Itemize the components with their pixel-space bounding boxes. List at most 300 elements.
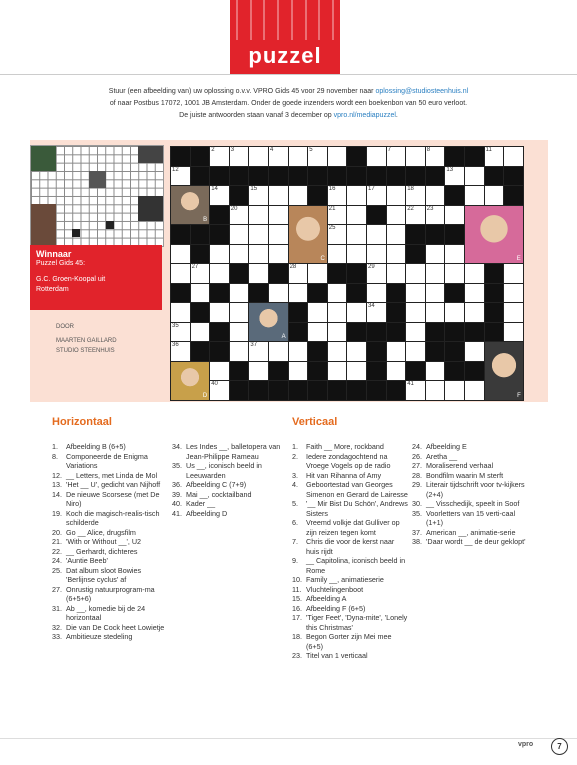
grid-block [229, 185, 250, 206]
grid-cell[interactable] [386, 205, 407, 226]
byline-studio: STUDIO STEENHUIS [56, 348, 115, 354]
grid-cell[interactable] [444, 263, 465, 284]
clue-number: 1. [52, 442, 58, 451]
grid-block [444, 224, 465, 245]
grid-cell[interactable] [503, 263, 524, 284]
previous-solution-grid [30, 145, 164, 247]
grid-block [366, 341, 387, 362]
clue-number: 20. [52, 527, 62, 537]
clue-item [292, 594, 408, 604]
grid-block [229, 380, 250, 401]
clue-item [52, 566, 170, 585]
byline-door: DOOR [56, 324, 74, 330]
grid-block [464, 361, 485, 382]
clue-text: '__ Mir Bist Du Schön', Andrews Sisters [306, 499, 408, 518]
grid-block [484, 166, 505, 187]
grid-cell[interactable] [425, 205, 446, 226]
grid-cell[interactable] [209, 380, 230, 401]
grid-block [209, 166, 230, 187]
grid-block [190, 302, 211, 323]
grid-block [229, 166, 250, 187]
grid-block [386, 283, 407, 304]
grid-cell[interactable] [346, 224, 367, 245]
intro-line-2: of naar Postbus 17072, 1001 JB Amsterdam. Onder de goede inzenders wordt een boekenbon van 50 euro verloot. [109, 100, 468, 107]
grid-block [209, 205, 230, 226]
clue-number: 27. [52, 584, 62, 594]
grid-cell[interactable] [346, 185, 367, 206]
cell-number: 16 [328, 186, 336, 192]
grid-cell[interactable] [366, 185, 387, 206]
clue-number: 35. [412, 508, 422, 518]
grid-cell[interactable] [366, 302, 387, 323]
grid-cell[interactable] [307, 322, 328, 343]
grid-cell[interactable] [288, 283, 309, 304]
grid-cell[interactable] [327, 244, 348, 265]
clue-text: Afbeelding B (6+5) [66, 442, 126, 451]
grid-cell[interactable] [327, 283, 348, 304]
clue-text: Koch die magisch-realis-tisch schilderde [66, 508, 160, 527]
cell-number: 27 [191, 264, 199, 270]
grid-cell[interactable] [444, 166, 465, 187]
grid-cell[interactable] [170, 341, 191, 362]
cell-number: 17 [368, 186, 375, 192]
grid-cell[interactable] [405, 322, 426, 343]
clue-number: 21. [52, 537, 62, 546]
grid-cell[interactable] [444, 205, 465, 226]
photo-label: E [516, 256, 521, 262]
grid-cell[interactable] [327, 205, 348, 226]
clue-text: Literair tijdschrift voor tv-kijkers (2+4) [426, 480, 525, 499]
clues-vertical-col2 [412, 442, 530, 547]
grid-cell[interactable] [229, 302, 250, 323]
clue-number: 41. [172, 508, 182, 518]
grid-cell[interactable] [405, 205, 426, 226]
clue-text: Afbeelding C (7+9) [186, 480, 247, 489]
grid-cell[interactable] [366, 224, 387, 245]
grid-cell[interactable] [484, 146, 505, 167]
clue-number: 5. [292, 499, 298, 508]
grid-cell[interactable] [248, 224, 269, 245]
grid-cell[interactable] [170, 244, 191, 265]
grid-cell[interactable] [268, 341, 289, 362]
grid-block [327, 263, 348, 284]
clue-text: Vreemd volkje dat Gulliver op zijn reizen tegen komt [306, 518, 400, 537]
grid-cell[interactable] [248, 361, 269, 382]
clue-number: 28. [412, 470, 422, 480]
byline-author: MAARTEN GAILLARD [56, 338, 117, 344]
clue-item [412, 509, 530, 528]
clue-number: 31. [52, 603, 62, 613]
grid-block [386, 322, 407, 343]
grid-cell[interactable] [268, 205, 289, 226]
grid-cell[interactable] [346, 244, 367, 265]
brand-mark: vpro [518, 741, 534, 748]
grid-block [366, 166, 387, 187]
clue-item [172, 499, 286, 509]
grid-block [464, 146, 485, 167]
clue-item [172, 480, 286, 490]
grid-cell[interactable] [209, 263, 230, 284]
clue-number: 3. [292, 470, 298, 480]
grid-cell[interactable] [425, 380, 446, 401]
grid-cell[interactable] [190, 263, 211, 284]
clue-item [52, 537, 170, 547]
grid-cell[interactable] [425, 244, 446, 265]
grid-cell[interactable] [229, 224, 250, 245]
clue-number: 30. [412, 499, 422, 508]
grid-cell[interactable] [170, 322, 191, 343]
grid-cell[interactable] [268, 185, 289, 206]
grid-block [170, 224, 191, 245]
clue-number: 39. [172, 489, 182, 499]
clue-number: 8. [52, 451, 58, 461]
grid-cell[interactable] [366, 146, 387, 167]
clue-item [412, 480, 530, 499]
grid-cell[interactable] [229, 322, 250, 343]
grid-cell[interactable] [327, 361, 348, 382]
clue-item [292, 537, 408, 556]
clue-item [292, 575, 408, 585]
grid-block [190, 166, 211, 187]
grid-cell[interactable] [425, 185, 446, 206]
grid-cell[interactable] [366, 283, 387, 304]
grid-cell[interactable] [405, 302, 426, 323]
grid-cell[interactable] [209, 244, 230, 265]
clue-item [412, 442, 530, 452]
grid-block [229, 263, 250, 284]
email-link[interactable]: oplossing@studiosteenhuis.nl [375, 88, 469, 95]
grid-cell[interactable] [268, 224, 289, 245]
clue-number: 16. [292, 603, 302, 613]
grid-block [444, 185, 465, 206]
grid-block [346, 380, 367, 401]
grid-cell[interactable] [248, 263, 269, 284]
clue-text: Componeerde de Enigma Variations [66, 451, 148, 470]
clue-number: 38. [412, 537, 422, 546]
footer-divider [0, 738, 577, 739]
grid-cell[interactable] [248, 185, 269, 206]
grid-block [405, 361, 426, 382]
grid-block [484, 322, 505, 343]
clue-item [292, 499, 408, 518]
grid-cell[interactable] [327, 185, 348, 206]
clue-item [292, 613, 408, 632]
clue-number: 13. [52, 480, 62, 489]
clue-text: Dat album sloot Bowies 'Berlijnse cyclus' af [66, 565, 142, 584]
grid-cell[interactable] [170, 263, 191, 284]
logo-bars [230, 0, 340, 40]
grid-cell[interactable] [190, 283, 211, 304]
grid-cell[interactable] [464, 283, 485, 304]
clue-item [172, 442, 286, 461]
grid-block [366, 361, 387, 382]
heading-horizontaal: Horizontaal [52, 416, 112, 428]
byline [56, 322, 117, 356]
grid-cell[interactable] [307, 302, 328, 323]
clue-item [52, 528, 170, 538]
grid-cell[interactable] [444, 244, 465, 265]
clue-photo [288, 205, 328, 265]
clue-number: 23. [292, 651, 302, 660]
grid-block [425, 166, 446, 187]
clue-number: 35. [172, 461, 182, 470]
clue-number: 24. [52, 556, 62, 565]
clue-item [52, 480, 170, 490]
clue-item [52, 490, 170, 509]
grid-cell[interactable] [405, 283, 426, 304]
grid-block [366, 380, 387, 401]
cell-number: 5 [309, 147, 313, 153]
grid-block [386, 380, 407, 401]
grid-cell[interactable] [503, 302, 524, 323]
cell-number: 11 [485, 147, 492, 153]
intro-line-3: De juiste antwoorden staan vanaf 3 december op [179, 112, 334, 119]
grid-block [503, 185, 524, 206]
grid-cell[interactable] [425, 263, 446, 284]
grid-cell[interactable] [464, 263, 485, 284]
clue-number: 33. [52, 632, 62, 641]
photo-label: F [517, 392, 521, 399]
grid-cell[interactable] [366, 263, 387, 284]
grid-cell[interactable] [405, 146, 426, 167]
grid-cell[interactable] [229, 341, 250, 362]
crossword-grid [170, 146, 523, 400]
clue-item [292, 471, 408, 481]
grid-cell[interactable] [503, 146, 524, 167]
grid-cell[interactable] [386, 146, 407, 167]
cell-number: 13 [446, 166, 454, 173]
clue-item [52, 585, 170, 604]
grid-cell[interactable] [346, 361, 367, 382]
clue-text: Onrustig natuurprogram-ma (6+5+6) [66, 584, 155, 603]
grid-block [170, 146, 191, 167]
grid-cell[interactable] [464, 302, 485, 323]
grid-cell[interactable] [346, 302, 367, 323]
grid-cell[interactable] [425, 302, 446, 323]
clue-photo [170, 185, 210, 225]
grid-cell[interactable] [327, 146, 348, 167]
winner-name: G.C. Groen-Koopal uit [36, 276, 106, 283]
grid-cell[interactable] [288, 146, 309, 167]
grid-block [307, 166, 328, 187]
grid-block [405, 244, 426, 265]
grid-block [288, 302, 309, 323]
grid-cell[interactable] [229, 146, 250, 167]
grid-block [425, 224, 446, 245]
page-number: 7 [551, 738, 568, 755]
grid-block [209, 283, 230, 304]
grid-cell[interactable] [170, 302, 191, 323]
photo-label: C [320, 256, 325, 262]
grid-cell[interactable] [288, 185, 309, 206]
grid-cell[interactable] [268, 146, 289, 167]
website-link[interactable]: vpro.nl/mediapuzzel [333, 112, 396, 119]
grid-cell[interactable] [268, 244, 289, 265]
grid-block [268, 361, 289, 382]
clue-text: Bondfilm waarin M sterft [426, 470, 504, 480]
grid-block [209, 341, 230, 362]
grid-block [464, 322, 485, 343]
grid-block [425, 341, 446, 362]
grid-cell[interactable] [170, 166, 191, 187]
grid-cell[interactable] [307, 263, 328, 284]
clue-text: Chris die voor de kerst naar huis rijdt [306, 537, 395, 556]
clue-item [172, 490, 286, 500]
grid-block [248, 166, 269, 187]
grid-cell[interactable] [464, 341, 485, 362]
grid-block [444, 341, 465, 362]
grid-cell[interactable] [229, 205, 250, 226]
grid-cell[interactable] [346, 205, 367, 226]
grid-cell[interactable] [444, 380, 465, 401]
clue-text: __ Visschedijk, speelt in Soof [426, 499, 520, 508]
clues-vertical-col1 [292, 442, 408, 661]
cell-number: 12 [172, 166, 179, 173]
grid-block [405, 224, 426, 245]
grid-block [484, 302, 505, 323]
clue-photo [484, 341, 524, 401]
grid-cell[interactable] [366, 244, 387, 265]
grid-cell[interactable] [464, 166, 485, 187]
clue-item [172, 509, 286, 519]
clue-item [52, 632, 170, 642]
grid-cell[interactable] [248, 205, 269, 226]
clue-item [292, 585, 408, 595]
clue-text: Go __ Alice, drugsfilm [66, 527, 136, 537]
grid-block [288, 322, 309, 343]
grid-cell[interactable] [288, 341, 309, 362]
grid-cell[interactable] [268, 283, 289, 304]
grid-cell[interactable] [346, 341, 367, 362]
winner-subtitle: Puzzel Gids 45: [36, 260, 86, 267]
grid-cell[interactable] [425, 283, 446, 304]
grid-block [444, 283, 465, 304]
clue-text: Voorletters van 15 verti-caal (1+1) [426, 508, 516, 527]
cell-number: 25 [328, 225, 336, 231]
grid-cell[interactable] [229, 283, 250, 304]
clue-text: Us __, iconisch beeld in Leeuwarden [186, 461, 262, 480]
clue-number: 17. [292, 613, 302, 622]
grid-cell[interactable] [327, 341, 348, 362]
grid-cell[interactable] [248, 244, 269, 265]
grid-block [366, 322, 387, 343]
grid-cell[interactable] [229, 244, 250, 265]
grid-cell[interactable] [386, 185, 407, 206]
grid-cell[interactable] [405, 263, 426, 284]
clue-number: 29. [412, 480, 422, 489]
clue-text: Begon Gorter zijn Mei mee (6+5) [306, 632, 392, 651]
grid-cell[interactable] [464, 185, 485, 206]
grid-cell[interactable] [503, 283, 524, 304]
clue-text: Ambitieuze stedeling [66, 632, 133, 641]
clue-text: Family __, animatieserie [306, 575, 384, 584]
grid-cell[interactable] [464, 380, 485, 401]
grid-block [484, 263, 505, 284]
clue-text: 'Tiger Feet', 'Dyna-mite', 'Lonely this Christmas' [306, 613, 408, 632]
grid-block [405, 166, 426, 187]
clue-number: 36. [172, 480, 182, 489]
grid-block [346, 263, 367, 284]
grid-block [327, 166, 348, 187]
clue-text: American __, animatie-serie [426, 527, 516, 537]
clue-text: __ Letters, met Linda de Mol [66, 470, 158, 480]
grid-cell[interactable] [209, 185, 230, 206]
grid-cell[interactable] [503, 322, 524, 343]
grid-cell[interactable] [444, 302, 465, 323]
cell-number: 23 [426, 205, 434, 212]
clue-text: Die van De Cock heet Lowietje [66, 622, 165, 632]
clue-text: Moraliserend verhaal [426, 461, 494, 470]
clue-item [292, 556, 408, 575]
clue-text: Mai __, cocktailband [186, 489, 252, 499]
clue-item [52, 556, 170, 566]
grid-cell[interactable] [288, 361, 309, 382]
clue-photo [170, 361, 210, 401]
cell-number: 15 [250, 186, 258, 192]
cell-number: 22 [407, 205, 414, 212]
clue-item [412, 499, 530, 509]
grid-cell[interactable] [405, 380, 426, 401]
cell-number: 28 [289, 264, 297, 270]
grid-block [503, 166, 524, 187]
grid-cell[interactable] [386, 263, 407, 284]
grid-block [170, 283, 191, 304]
grid-cell[interactable] [288, 263, 309, 284]
grid-cell[interactable] [327, 322, 348, 343]
grid-cell[interactable] [484, 185, 505, 206]
grid-cell[interactable] [327, 302, 348, 323]
grid-block [386, 166, 407, 187]
grid-cell[interactable] [386, 341, 407, 362]
logo-text: puzzel [248, 43, 322, 68]
grid-cell[interactable] [209, 361, 230, 382]
intro-line-3-end: . [395, 112, 398, 119]
grid-cell[interactable] [209, 302, 230, 323]
grid-cell[interactable] [327, 224, 348, 245]
grid-cell[interactable] [405, 185, 426, 206]
grid-cell[interactable] [386, 224, 407, 245]
grid-cell[interactable] [248, 341, 269, 362]
clue-text: Iedere zondagochtend na Vroege Vogels op de radio [306, 451, 391, 470]
cell-number: 37 [250, 342, 258, 348]
grid-cell[interactable] [190, 322, 211, 343]
clue-item [292, 452, 408, 471]
clue-item [52, 442, 170, 452]
winner-title: Winnaar [36, 249, 72, 259]
clue-number: 40. [172, 499, 182, 508]
grid-cell[interactable] [425, 361, 446, 382]
clue-number: 2. [292, 451, 298, 461]
grid-block [288, 380, 309, 401]
cell-number: 4 [270, 147, 274, 153]
grid-cell[interactable] [209, 146, 230, 167]
grid-cell[interactable] [386, 361, 407, 382]
clue-text: De nieuwe Scorsese (met De Niro) [66, 489, 160, 508]
clue-item [412, 461, 530, 471]
grid-cell[interactable] [386, 244, 407, 265]
cell-number: 3 [230, 147, 235, 153]
clue-text: Geboortestad van Georges Simenon en Gerard de Lairesse [306, 480, 408, 499]
intro-text [30, 86, 547, 122]
grid-cell[interactable] [307, 146, 328, 167]
photo-label: D [202, 392, 208, 399]
clue-text: Afbeelding E [426, 442, 467, 451]
grid-cell[interactable] [248, 146, 269, 167]
grid-block [444, 322, 465, 343]
heading-verticaal: Verticaal [292, 416, 338, 428]
grid-cell[interactable] [405, 341, 426, 362]
grid-cell[interactable] [425, 146, 446, 167]
